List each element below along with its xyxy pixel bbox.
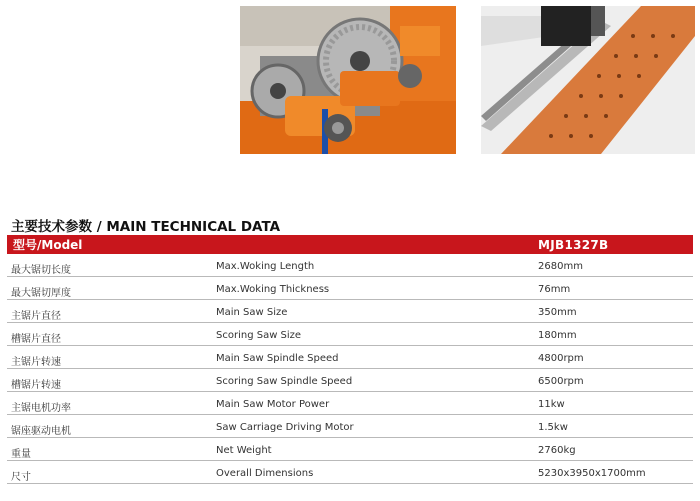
row-cn: 主锯片直径	[11, 311, 61, 322]
row-value: 6500rpm	[538, 376, 584, 387]
row-en: Overall Dimensions	[216, 468, 314, 479]
table-row	[7, 392, 693, 415]
table-row	[7, 346, 693, 369]
table-row	[7, 415, 693, 438]
row-en: Net Weight	[216, 445, 272, 456]
saw-blades-photo	[240, 6, 456, 154]
header-model: MJB1327B	[538, 237, 609, 252]
table-row	[7, 300, 693, 323]
sliding-table-photo	[481, 6, 695, 154]
row-cn: 最大锯切长度	[11, 265, 71, 276]
row-value: 76mm	[538, 284, 571, 295]
header-label: 型号/Model	[13, 238, 83, 252]
row-value: 180mm	[538, 330, 577, 341]
table-row	[7, 277, 693, 300]
table-row	[7, 461, 693, 484]
row-value: 4800rpm	[538, 353, 584, 364]
row-cn: 最大锯切厚度	[11, 288, 71, 299]
row-cn: 重量	[11, 449, 31, 460]
row-en: Main Saw Motor Power	[216, 399, 330, 410]
table-row	[7, 254, 693, 277]
row-en: Scoring Saw Spindle Speed	[216, 376, 353, 387]
row-value: 1.5kw	[538, 422, 568, 433]
table-header	[7, 235, 693, 254]
row-cn: 主锯片转速	[11, 357, 61, 368]
row-en: Saw Carriage Driving Motor	[216, 422, 354, 433]
table-row	[7, 369, 693, 392]
row-en: Scoring Saw Size	[216, 330, 302, 341]
row-cn: 主锯电机功率	[11, 403, 71, 414]
row-cn: 槽锯片转速	[11, 380, 61, 391]
row-value: 5230x3950x1700mm	[538, 468, 646, 479]
section-heading: 主要技术参数 / MAIN TECHNICAL DATA	[11, 219, 281, 235]
row-cn: 尺寸	[11, 472, 31, 483]
table-row	[7, 438, 693, 461]
row-value: 2680mm	[538, 261, 583, 272]
table-row	[7, 323, 693, 346]
row-value: 11kw	[538, 399, 565, 410]
row-en: Main Saw Spindle Speed	[216, 353, 339, 364]
spec-table	[7, 235, 693, 484]
row-cn: 槽锯片直径	[11, 334, 61, 345]
row-en: Max.Woking Thickness	[216, 284, 330, 295]
row-cn: 锯座驱动电机	[11, 426, 71, 437]
row-value: 2760kg	[538, 445, 576, 456]
row-en: Max.Woking Length	[216, 261, 315, 272]
row-en: Main Saw Size	[216, 307, 288, 318]
row-value: 350mm	[538, 307, 577, 318]
